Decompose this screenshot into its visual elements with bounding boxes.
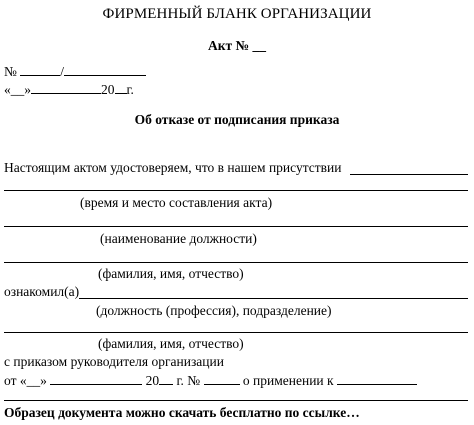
blank-line-5 <box>4 400 468 401</box>
order-number-blank <box>204 372 240 385</box>
order-text: с приказом руководителя организации <box>4 354 224 369</box>
act-number-blank: __ <box>252 38 266 53</box>
application-blank <box>337 372 417 385</box>
org-letterhead: ФИРМЕННЫЙ БЛАНК ОРГАНИЗАЦИИ <box>102 6 372 22</box>
hint-department: (должность (профессия), подразделение) <box>96 303 332 318</box>
blank-line-3 <box>4 262 468 263</box>
date-open-quote: « <box>4 82 11 97</box>
hint-name-1: (фамилия, имя, отчество) <box>98 266 244 281</box>
blank-line-1 <box>4 190 468 191</box>
date-day-blank: __ <box>10 82 25 97</box>
order-date-line <box>4 372 417 389</box>
date-year-prefix: 20 <box>101 82 115 97</box>
hint-name-2: (фамилия, имя, отчество) <box>98 336 244 351</box>
from-prefix: от « <box>4 373 27 388</box>
act-number-line <box>4 63 146 80</box>
number-blank-2 <box>64 63 146 76</box>
from-day-blank: __ <box>26 373 41 388</box>
act-prefix: Акт № <box>208 38 250 53</box>
from-year-prefix: 20 <box>145 373 160 388</box>
act-title <box>0 38 474 54</box>
number-blank-1 <box>20 63 60 76</box>
date-month-blank <box>31 81 101 94</box>
date-close-quote: » <box>24 82 31 97</box>
blank-line-2 <box>4 226 468 227</box>
from-close-quote: » <box>40 373 47 388</box>
date-year-suffix: г. <box>126 82 134 97</box>
number-separator: / <box>60 64 65 79</box>
number-sign: № <box>4 64 17 79</box>
act-subject: Об отказе от подписания приказа <box>134 112 340 127</box>
date-year-blank <box>115 81 127 94</box>
act-date-line <box>4 81 134 98</box>
hint-time-place: (время и место составления акта) <box>80 195 273 210</box>
blank-line-4 <box>4 332 468 333</box>
from-year-blank <box>159 372 173 385</box>
acquainted-text: ознакомил(а) <box>4 284 80 299</box>
order-number-sign: № <box>187 373 201 388</box>
acquainted-blank <box>79 298 468 299</box>
from-year-suffix: г. <box>176 373 184 388</box>
intro-blank <box>350 174 468 175</box>
from-month-blank <box>50 372 142 385</box>
intro-text: Настоящим актом удостоверяем, что в нашем присутствии <box>4 160 342 175</box>
about-application: о применении к <box>242 373 334 388</box>
download-link[interactable]: Образец документа можно скачать бесплатно по ссылке… <box>4 405 360 420</box>
hint-position: (наименование должности) <box>100 231 257 246</box>
